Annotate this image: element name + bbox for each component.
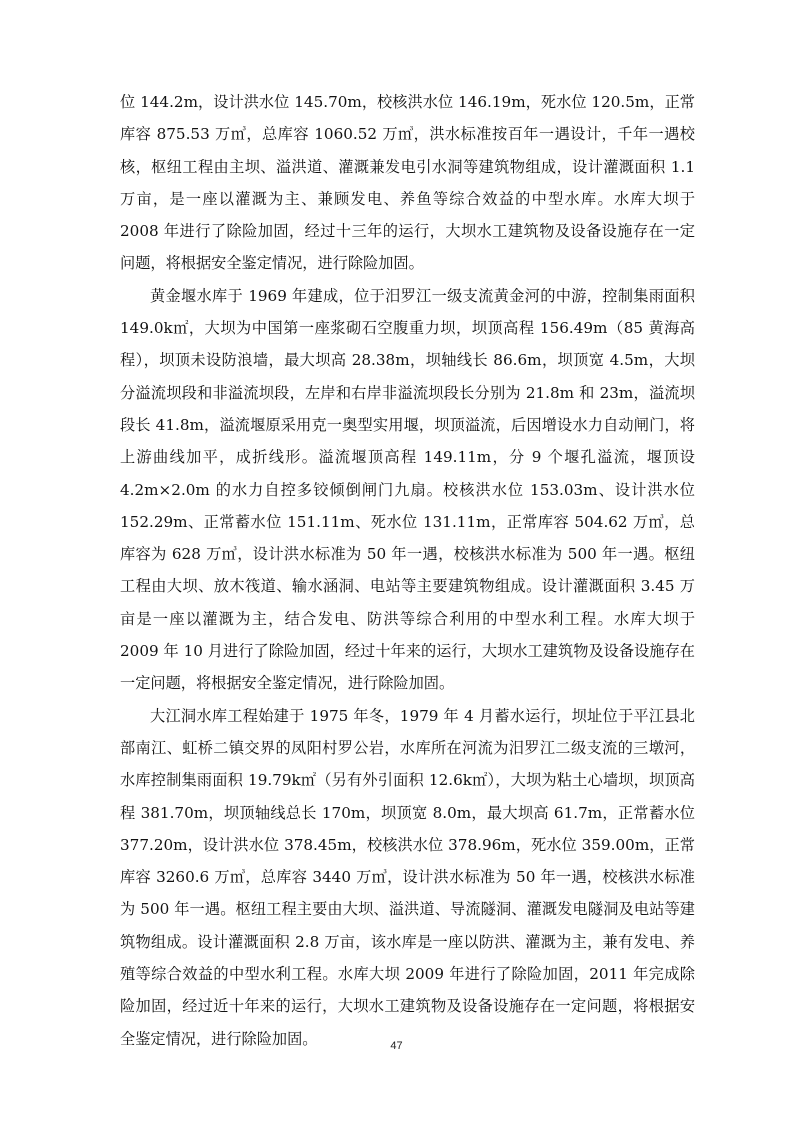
paragraph-huangjinyan-reservoir: 黄金堰水库于 1969 年建成，位于汨罗江一级支流黄金河的中游，控制集雨面积 149.0k㎡，大坝为中国第一座浆砌石空腹重力坝，坝顶高程 156.49m（85 黄海高程），坝顶未设防浪墙，最大坝高 28.38m，坝轴线长 86.6m，坝顶宽 4.5m，大坝分溢流坝段和非溢流坝段，左岸和右岸非溢流坝段长分别为 21.8m 和 23m，溢流坝段长 41.8m，溢流堰原采用克一奥型实用堰，坝顶溢流，后因增设水力自动闸门，将上游曲线加平，成折线形。溢流堰顶高程 149.11m，分 9 个堰孔溢流，堰顶设 4.2m×2.0m 的水力自控多铰倾倒闸门九扇。校核洪水位 153.03m、设计洪水位 152.29m、正常蓄水位 151.11m、死水位 131.11m，正常库容 504.62 万㎥，总库容为 628 万㎥，设计洪水标准为 50 年一遇，校核洪水标准为 500 年一遇。枢纽工程由大坝、放木筏道、输水涵洞、电站等主要建筑物组成。设计灌溉面积 3.45 万亩是一座以灌溉为主，结合发电、防洪等综合利用的中型水利工程。水库大坝于 2009 年 10 月进行了除险加固，经过十年来的运行，大坝水工建筑物及设备设施存在一定问题，将根据安全鉴定情况，进行除险加固。 bbox=[120, 286, 695, 693]
paragraph-dajiangdong-reservoir: 大江洞水库工程始建于 1975 年冬，1979 年 4 月蓄水运行，坝址位于平江县北部南江、虹桥二镇交界的凤阳村罗公岩，水库所在河流为汨罗江二级支流的三墩河，水库控制集雨面积 19.79k㎡（另有外引面积 12.6k㎡），大坝为粘土心墙坝，坝顶高程 381.70m，坝顶轴线总长 170m，坝顶宽 8.0m，最大坝高 61.7m，正常蓄水位 377.20m，设计洪水位 378.45m，校核洪水位 378.96m，死水位 359.00m，正常库容 3260.6 万㎥，总库容 3440 万㎥，设计洪水标准为 50 年一遇，校核洪水标准为 500 年一遇。枢纽工程主要由大坝、溢洪道、导流隧洞、灌溉发电隧洞及电站等建筑物组成。设计灌溉面积 2.8 万亩，该水库是一座以防洪、灌溉为主，兼有发电、养殖等综合效益的中型水利工程。水库大坝 2009 年进行了除险加固，2011 年完成除险加固，经过近十年来的运行，大坝水工建筑物及设备设施存在一定问题，将根据安全鉴定情况，进行除险加固。 bbox=[120, 706, 695, 1048]
body-text bbox=[120, 86, 695, 1055]
paragraph-reservoir-continuation: 位 144.2m，设计洪水位 145.70m，校核洪水位 146.19m，死水位 120.5m，正常库容 875.53 万㎥，总库容 1060.52 万㎥，洪水标准按百年一遇设计，千年一遇校核，枢纽工程由主坝、溢洪道、灌溉兼发电引水洞等建筑物组成，设计灌溉面积 1.1 万亩，是一座以灌溉为主、兼顾发电、养鱼等综合效益的中型水库。水库大坝于 2008 年进行了除险加固，经过十三年的运行，大坝水工建筑物及设备设施存在一定问题，将根据安全鉴定情况，进行除险加固。 bbox=[120, 93, 695, 273]
page-number: 47 bbox=[390, 1040, 403, 1052]
